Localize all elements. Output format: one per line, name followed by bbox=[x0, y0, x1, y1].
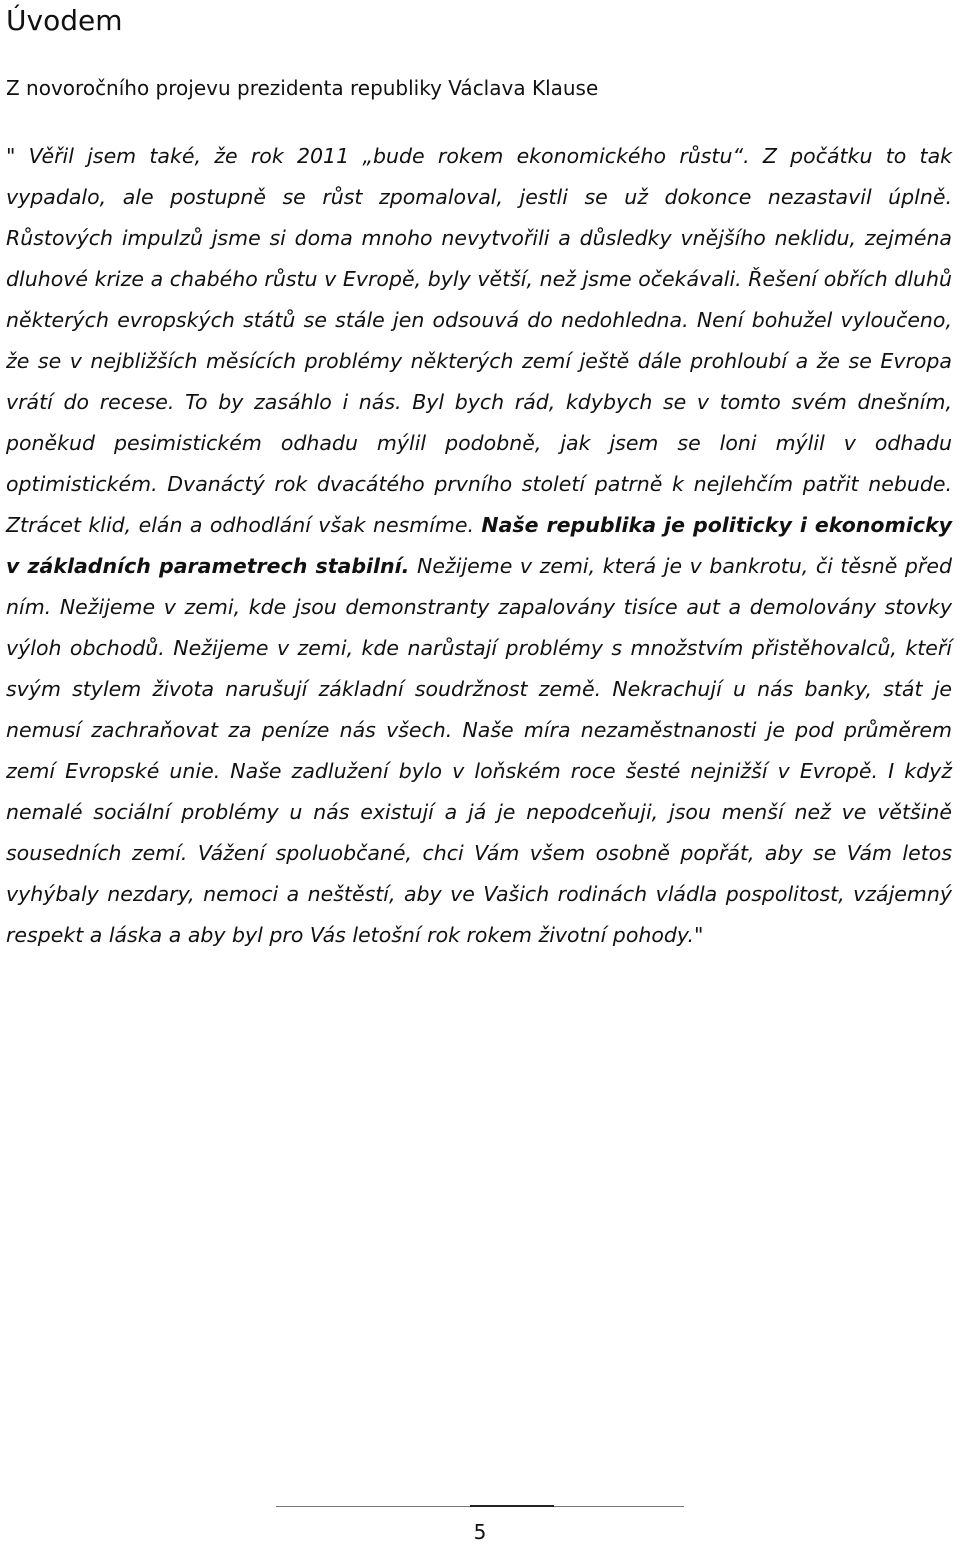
quote-text-part-2: Nežijeme v zemi, která je v bankrotu, či těsně před ním. Nežijeme v zemi, kde jsou demonstranty zapalovány tisíce aut a demolovány stovky výloh obchodů. Nežijeme v zemi, kde narůstají problémy s množstvím přistěhovalců, kteří svým stylem života narušují základní soudržnost země. Nekrachují u nás banky, stát je nemusí zachraňovat za peníze nás všech. Naše míra nezaměstnanosti je pod průměrem zemí Evropské unie. Naše zadlužení bylo v loňském roce šesté nejnižší v Evropě. I když nemalé sociální problémy u nás existují a já je nepodceňuji, jsou menší než ve většině sousedních zemí. Vážení spoluobčané, chci Vám všem osobně popřát, aby se Vám letos vyhýbaly nezdary, nemoci a neštěstí, aby ve Vašich rodinách vládla pospolitost, vzájemný respekt a láska a aby byl pro Vás letošní rok rokem životní pohody." bbox=[6, 554, 952, 947]
quote-paragraph bbox=[6, 136, 952, 956]
page-number: 5 bbox=[473, 1520, 487, 1544]
quote-text-part-1: " Věřil jsem také, že rok 2011 „bude rokem ekonomického růstu“. Z počátku to tak vypadalo, ale postupně se růst zpomaloval, jestli se už dokonce nezastavil úplně. Růstových impulzů jsme si doma mnoho nevytvořili a důsledky vnějšího neklidu, zejména dluhové krize a chabého růstu v Evropě, byly větší, než jsme očekávali. Řešení obřích dluhů některých evropských států se stále jen odsouvá do nedohledna. Není bohužel vyloučeno, že se v nejbližších měsících problémy některých zemí ještě dále prohloubí a že se Evropa vrátí do recese. To by zasáhlo i nás. Byl bych rád, kdybych se v tomto svém dnešním, poněkud pesimistickém odhadu mýlil podobně, jak jsem se loni mýlil v odhadu optimistickém. Dvanáctý rok dvacátého prvního století patrně k nejlehčím patřit nebude. Ztrácet klid, elán a odhodlání však nesmíme. bbox=[6, 144, 952, 537]
quote-bold-statement: Naše republika je politicky i ekonomicky v základních parametrech stabilní. bbox=[6, 513, 952, 578]
footer-divider-accent bbox=[470, 1505, 554, 1507]
section-heading: Úvodem bbox=[6, 4, 123, 37]
quote-source: Z novoročního projevu prezidenta republiky Václava Klause bbox=[6, 76, 599, 100]
